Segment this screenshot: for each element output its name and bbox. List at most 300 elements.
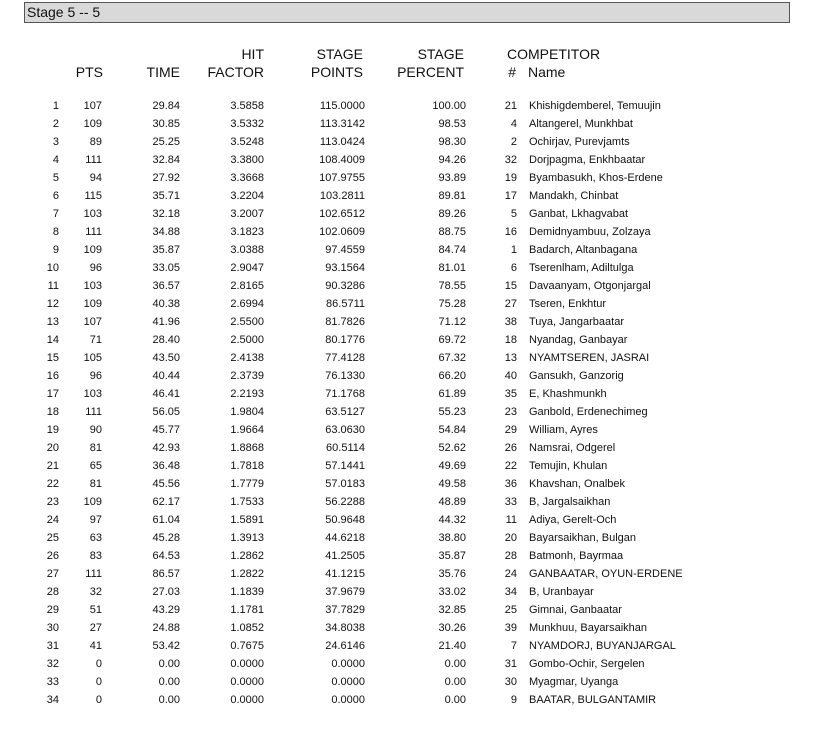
points-cell: 81 — [89, 478, 102, 490]
place-cell: 6 — [52, 190, 59, 202]
stage-percent-cell: 35.87 — [438, 550, 466, 562]
competitor-number-cell: 4 — [510, 118, 517, 130]
time-cell: 53.42 — [152, 640, 180, 652]
stage-percent-cell: 54.84 — [438, 424, 466, 436]
place-cell: 28 — [46, 586, 59, 598]
stage-points-cell: 24.6146 — [325, 640, 365, 652]
stage-points-cell: 0.0000 — [331, 694, 365, 706]
stage-points-cell: 113.0424 — [319, 136, 365, 148]
hit-factor-cell: 2.3739 — [230, 370, 264, 382]
competitor-name-cell: William, Ayres — [529, 424, 598, 436]
competitor-number-cell: 18 — [504, 334, 517, 346]
stage-points-cell: 102.0609 — [319, 226, 365, 238]
time-cell: 25.25 — [152, 136, 180, 148]
competitor-name-cell: Khishigdemberel, Temuujin — [529, 100, 661, 112]
place-cell: 18 — [46, 406, 59, 418]
table-row — [0, 691, 683, 709]
hit-factor-cell: 3.3800 — [230, 154, 264, 166]
table-row — [0, 205, 683, 223]
time-cell: 36.48 — [152, 460, 180, 472]
competitor-name-cell: Khavshan, Onalbek — [529, 478, 626, 490]
hit-factor-cell: 1.9664 — [230, 424, 264, 436]
table-row — [0, 565, 683, 583]
points-cell: 97 — [89, 514, 102, 526]
time-cell: 43.29 — [152, 604, 180, 616]
time-cell: 35.87 — [152, 244, 180, 256]
stage-points-cell: 77.4128 — [325, 352, 365, 364]
time-cell: 61.04 — [152, 514, 180, 526]
points-cell: 63 — [89, 532, 102, 544]
time-cell: 34.88 — [152, 226, 180, 238]
points-cell: 109 — [83, 298, 102, 310]
points-cell: 41 — [89, 640, 102, 652]
hit-factor-cell: 2.5500 — [230, 316, 264, 328]
place-cell: 34 — [46, 694, 59, 706]
time-cell: 43.50 — [152, 352, 180, 364]
stage-points-cell: 50.9648 — [325, 514, 365, 526]
time-cell: 45.28 — [152, 532, 180, 544]
competitor-name-cell: NYAMDORJ, BUYANJARGAL — [529, 640, 676, 652]
time-cell: 40.38 — [152, 298, 180, 310]
competitor-name-cell: Davaanyam, Otgonjargal — [529, 280, 651, 292]
points-cell: 0 — [95, 676, 102, 688]
points-cell: 96 — [89, 262, 102, 274]
place-cell: 7 — [52, 208, 59, 220]
points-cell: 103 — [83, 388, 102, 400]
table-row — [0, 511, 683, 529]
header-number: # — [508, 64, 516, 80]
place-cell: 31 — [46, 640, 59, 652]
time-cell: 28.40 — [152, 334, 180, 346]
competitor-number-cell: 29 — [504, 424, 517, 436]
stage-percent-cell: 32.85 — [438, 604, 466, 616]
stage-points-cell: 80.1776 — [325, 334, 365, 346]
table-row — [0, 673, 683, 691]
competitor-number-cell: 19 — [504, 172, 517, 184]
time-cell: 41.96 — [152, 316, 180, 328]
hit-factor-cell: 0.0000 — [230, 676, 264, 688]
stage-points-cell: 108.4009 — [319, 154, 365, 166]
place-cell: 15 — [46, 352, 59, 364]
stage-points-cell: 63.5127 — [325, 406, 365, 418]
competitor-number-cell: 31 — [504, 658, 517, 670]
stage-percent-cell: 66.20 — [438, 370, 466, 382]
stage-percent-cell: 61.89 — [438, 388, 466, 400]
competitor-name-cell: Adiya, Gerelt-Och — [529, 514, 617, 526]
competitor-name-cell: Gombo-Ochir, Sergelen — [529, 658, 645, 670]
stage-percent-cell: 98.53 — [438, 118, 466, 130]
table-row — [0, 169, 683, 187]
table-row — [0, 529, 683, 547]
table-row — [0, 331, 683, 349]
place-cell: 25 — [46, 532, 59, 544]
stage-percent-cell: 33.02 — [438, 586, 466, 598]
table-row — [0, 475, 683, 493]
competitor-name-cell: Gimnai, Ganbaatar — [529, 604, 622, 616]
competitor-name-cell: Badarch, Altanbagana — [529, 244, 638, 256]
place-cell: 11 — [47, 280, 59, 292]
table-row — [0, 151, 683, 169]
competitor-name-cell: Ganbold, Erdenechimeg — [529, 406, 648, 418]
place-cell: 13 — [46, 316, 59, 328]
hit-factor-cell: 0.0000 — [230, 658, 264, 670]
competitor-number-cell: 20 — [504, 532, 517, 544]
competitor-name-cell: Demidnyambuu, Zolzaya — [529, 226, 651, 238]
stage-percent-cell: 21.40 — [438, 640, 466, 652]
place-cell: 9 — [52, 244, 59, 256]
table-row — [0, 97, 683, 115]
competitor-name-cell: Byambasukh, Khos-Erdene — [529, 172, 663, 184]
competitor-number-cell: 16 — [504, 226, 517, 238]
time-cell: 40.44 — [152, 370, 180, 382]
header-stage-points-line1: STAGE — [316, 46, 363, 62]
hit-factor-cell: 2.5000 — [230, 334, 264, 346]
stage-points-cell: 115.0000 — [319, 100, 365, 112]
hit-factor-cell: 2.2193 — [230, 388, 264, 400]
time-cell: 46.41 — [152, 388, 180, 400]
table-row — [0, 187, 683, 205]
stage-points-cell: 86.5711 — [326, 298, 365, 310]
competitor-number-cell: 24 — [504, 568, 517, 580]
table-row — [0, 637, 683, 655]
points-cell: 109 — [83, 118, 102, 130]
competitor-name-cell: B, Jargalsaikhan — [529, 496, 611, 508]
time-cell: 35.71 — [152, 190, 180, 202]
stage-points-cell: 57.1441 — [325, 460, 365, 472]
stage-percent-cell: 94.26 — [438, 154, 466, 166]
time-cell: 45.56 — [152, 478, 180, 490]
competitor-name-cell: Munkhuu, Bayarsaikhan — [529, 622, 648, 634]
competitor-name-cell: Batmonh, Bayrmaa — [529, 550, 624, 562]
points-cell: 107 — [83, 316, 102, 328]
stage-points-cell: 76.1330 — [325, 370, 365, 382]
competitor-name-cell: Temujin, Khulan — [529, 460, 608, 472]
hit-factor-cell: 1.7818 — [230, 460, 264, 472]
points-cell: 0 — [95, 694, 102, 706]
stage-percent-cell: 44.32 — [438, 514, 466, 526]
hit-factor-cell: 0.0000 — [230, 694, 264, 706]
place-cell: 8 — [52, 226, 59, 238]
hit-factor-cell: 1.5891 — [230, 514, 264, 526]
competitor-number-cell: 22 — [504, 460, 517, 472]
place-cell: 16 — [46, 370, 59, 382]
competitor-number-cell: 17 — [504, 190, 517, 202]
time-cell: 30.85 — [152, 118, 180, 130]
points-cell: 32 — [89, 586, 102, 598]
hit-factor-cell: 2.4138 — [230, 352, 264, 364]
stage-percent-cell: 38.80 — [438, 532, 466, 544]
stage-points-cell: 107.9755 — [319, 172, 365, 184]
stage-percent-cell: 100.00 — [432, 100, 466, 112]
points-cell: 103 — [83, 280, 102, 292]
hit-factor-cell: 1.3913 — [230, 532, 264, 544]
time-cell: 0.00 — [158, 676, 180, 688]
table-row — [0, 259, 683, 277]
place-cell: 23 — [46, 496, 59, 508]
header-competitor: COMPETITOR — [507, 46, 601, 62]
stage-points-cell: 90.3286 — [325, 280, 365, 292]
competitor-number-cell: 34 — [504, 586, 517, 598]
points-cell: 107 — [83, 100, 102, 112]
competitor-number-cell: 32 — [504, 154, 517, 166]
place-cell: 21 — [46, 460, 59, 472]
place-cell: 4 — [52, 154, 59, 166]
time-cell: 86.57 — [152, 568, 180, 580]
competitor-number-cell: 38 — [504, 316, 517, 328]
hit-factor-cell: 1.2822 — [230, 568, 264, 580]
competitor-number-cell: 28 — [504, 550, 517, 562]
header-pts: PTS — [75, 64, 103, 80]
points-cell: 115 — [84, 190, 102, 202]
competitor-name-cell: Altangerel, Munkhbat — [529, 118, 633, 130]
stage-points-cell: 41.2505 — [325, 550, 365, 562]
stage-percent-cell: 48.89 — [438, 496, 466, 508]
stage-points-cell: 71.1768 — [325, 388, 365, 400]
header-stage-points-line2: POINTS — [310, 64, 363, 80]
stage-percent-cell: 88.75 — [438, 226, 466, 238]
competitor-name-cell: Mandakh, Chinbat — [529, 190, 619, 202]
stage-title: Stage 5 -- 5 — [27, 4, 101, 20]
hit-factor-cell: 3.5248 — [230, 136, 264, 148]
hit-factor-cell: 3.0388 — [230, 244, 264, 256]
place-cell: 10 — [46, 262, 59, 274]
competitor-number-cell: 5 — [510, 208, 517, 220]
hit-factor-cell: 1.8868 — [230, 442, 264, 454]
table-row — [0, 439, 683, 457]
competitor-number-cell: 25 — [504, 604, 517, 616]
time-cell: 36.57 — [152, 280, 180, 292]
table-row — [0, 493, 683, 511]
place-cell: 3 — [52, 136, 59, 148]
stage-points-cell: 93.1564 — [325, 262, 365, 274]
stage-points-cell: 37.9679 — [325, 586, 365, 598]
stage-points-cell: 60.5114 — [326, 442, 365, 454]
competitor-number-cell: 40 — [504, 370, 517, 382]
hit-factor-cell: 0.7675 — [230, 640, 264, 652]
competitor-name-cell: B, Uranbayar — [529, 586, 594, 598]
hit-factor-cell: 3.2204 — [230, 190, 264, 202]
competitor-name-cell: BAATAR, BULGANTAMIR — [529, 694, 657, 706]
table-row — [0, 655, 683, 673]
stage-percent-cell: 89.26 — [438, 208, 466, 220]
competitor-number-cell: 30 — [504, 676, 517, 688]
competitor-number-cell: 26 — [504, 442, 517, 454]
time-cell: 24.88 — [152, 622, 180, 634]
competitor-number-cell: 2 — [510, 136, 517, 148]
place-cell: 12 — [46, 298, 59, 310]
time-cell: 33.05 — [152, 262, 180, 274]
competitor-number-cell: 7 — [510, 640, 517, 652]
stage-percent-cell: 55.23 — [438, 406, 466, 418]
stage-percent-cell: 78.55 — [438, 280, 466, 292]
points-cell: 111 — [85, 406, 102, 418]
table-row — [0, 403, 683, 421]
competitor-name-cell: E, Khashmunkh — [529, 388, 607, 400]
competitor-number-cell: 39 — [504, 622, 517, 634]
hit-factor-cell: 2.8165 — [230, 280, 264, 292]
table-row — [0, 457, 683, 475]
points-cell: 111 — [85, 226, 102, 238]
stage-percent-cell: 71.12 — [438, 316, 466, 328]
place-cell: 24 — [46, 514, 59, 526]
stage-percent-cell: 52.62 — [438, 442, 466, 454]
competitor-name-cell: Ochirjav, Purevjamts — [529, 136, 630, 148]
time-cell: 0.00 — [158, 694, 180, 706]
stage-percent-cell: 35.76 — [438, 568, 466, 580]
competitor-name-cell: Dorjpagma, Enkhbaatar — [529, 154, 646, 166]
hit-factor-cell: 1.7533 — [230, 496, 264, 508]
stage-points-cell: 63.0630 — [325, 424, 365, 436]
stage-title-bar — [24, 2, 790, 23]
stage-points-cell: 0.0000 — [331, 658, 365, 670]
competitor-number-cell: 6 — [510, 262, 517, 274]
stage-percent-cell: 98.30 — [438, 136, 466, 148]
points-cell: 105 — [83, 352, 102, 364]
table-row — [0, 313, 683, 331]
hit-factor-cell: 1.1839 — [230, 586, 264, 598]
competitor-name-cell: NYAMTSEREN, JASRAI — [529, 352, 650, 364]
stage-percent-cell: 93.89 — [438, 172, 466, 184]
points-cell: 83 — [89, 550, 102, 562]
stage-points-cell: 113.3142 — [319, 118, 365, 130]
stage-percent-cell: 75.28 — [438, 298, 466, 310]
stage-points-cell: 0.0000 — [331, 676, 365, 688]
time-cell: 45.77 — [152, 424, 180, 436]
header-stage-percent-line2: PERCENT — [397, 64, 464, 80]
points-cell: 111 — [85, 154, 102, 166]
competitor-name-cell: Myagmar, Uyanga — [529, 676, 619, 688]
stage-percent-cell: 81.01 — [438, 262, 466, 274]
table-row — [0, 241, 683, 259]
header-stage-percent-line1: STAGE — [417, 46, 464, 62]
header-time: TIME — [146, 64, 180, 80]
table-row — [0, 385, 683, 403]
place-cell: 2 — [52, 118, 59, 130]
stage-points-cell: 57.0183 — [325, 478, 365, 490]
results-body — [0, 97, 683, 709]
stage-points-cell: 44.6218 — [325, 532, 365, 544]
stage-percent-cell: 0.00 — [444, 694, 466, 706]
place-cell: 29 — [46, 604, 59, 616]
hit-factor-cell: 3.5858 — [230, 100, 264, 112]
table-row — [0, 115, 683, 133]
table-row — [0, 547, 683, 565]
stage-percent-cell: 30.26 — [438, 622, 466, 634]
competitor-number-cell: 13 — [504, 352, 517, 364]
stage-points-cell: 41.1215 — [325, 568, 365, 580]
place-cell: 20 — [46, 442, 59, 454]
header-factor: FACTOR — [207, 64, 264, 80]
place-cell: 17 — [46, 388, 59, 400]
time-cell: 29.84 — [152, 100, 180, 112]
stage-percent-cell: 67.32 — [438, 352, 466, 364]
hit-factor-cell: 2.9047 — [230, 262, 264, 274]
competitor-name-cell: Namsrai, Odgerel — [529, 442, 616, 454]
stage-points-cell: 103.2811 — [319, 190, 365, 202]
place-cell: 19 — [46, 424, 59, 436]
place-cell: 32 — [46, 658, 59, 670]
competitor-number-cell: 27 — [504, 298, 517, 310]
stage-points-cell: 81.7826 — [325, 316, 365, 328]
competitor-name-cell: Tserenlham, Adiltulga — [529, 262, 634, 274]
hit-factor-cell: 3.3668 — [230, 172, 264, 184]
competitor-name-cell: Tseren, Enkhtur — [529, 298, 607, 310]
stage-percent-cell: 84.74 — [438, 244, 466, 256]
points-cell: 71 — [89, 334, 102, 346]
hit-factor-cell: 1.9804 — [230, 406, 264, 418]
place-cell: 33 — [46, 676, 59, 688]
competitor-number-cell: 33 — [504, 496, 517, 508]
points-cell: 51 — [89, 604, 102, 616]
points-cell: 111 — [85, 568, 102, 580]
table-row — [0, 619, 683, 637]
table-row — [0, 349, 683, 367]
competitor-number-cell: 35 — [504, 388, 517, 400]
header-hit: HIT — [241, 46, 264, 62]
competitor-name-cell: Tuya, Jangarbaatar — [529, 316, 624, 328]
header-name: Name — [528, 64, 566, 80]
table-row — [0, 583, 683, 601]
competitor-number-cell: 1 — [510, 244, 517, 256]
stage-points-cell: 97.4559 — [325, 244, 365, 256]
time-cell: 64.53 — [152, 550, 180, 562]
table-row — [0, 367, 683, 385]
time-cell: 27.03 — [152, 586, 180, 598]
points-cell: 109 — [83, 244, 102, 256]
stage-points-cell: 34.8038 — [325, 622, 365, 634]
competitor-number-cell: 9 — [510, 694, 517, 706]
table-row — [0, 421, 683, 439]
competitor-name-cell: Ganbat, Lkhagvabat — [529, 208, 629, 220]
table-row — [0, 223, 683, 241]
stage-points-cell: 37.7829 — [325, 604, 365, 616]
points-cell: 96 — [89, 370, 102, 382]
competitor-number-cell: 23 — [504, 406, 517, 418]
competitor-number-cell: 36 — [504, 478, 517, 490]
hit-factor-cell: 3.2007 — [230, 208, 264, 220]
stage-points-cell: 102.6512 — [319, 208, 365, 220]
stage-points-cell: 56.2288 — [325, 496, 365, 508]
table-row — [0, 277, 683, 295]
points-cell: 0 — [95, 658, 102, 670]
stage-percent-cell: 49.69 — [438, 460, 466, 472]
time-cell: 32.18 — [152, 208, 180, 220]
competitor-name-cell: Gansukh, Ganzorig — [529, 370, 624, 382]
competitor-name-cell: Nyandag, Ganbayar — [529, 334, 628, 346]
points-cell: 89 — [89, 136, 102, 148]
place-cell: 1 — [52, 100, 59, 112]
place-cell: 5 — [52, 172, 59, 184]
place-cell: 26 — [46, 550, 59, 562]
hit-factor-cell: 1.1781 — [230, 604, 264, 616]
points-cell: 94 — [89, 172, 102, 184]
competitor-number-cell: 15 — [504, 280, 517, 292]
hit-factor-cell: 1.7779 — [230, 478, 264, 490]
place-cell: 22 — [46, 478, 59, 490]
table-row — [0, 133, 683, 151]
stage-percent-cell: 69.72 — [438, 334, 466, 346]
competitor-number-cell: 11 — [505, 514, 517, 526]
hit-factor-cell: 1.2862 — [230, 550, 264, 562]
points-cell: 81 — [89, 442, 102, 454]
place-cell: 27 — [46, 568, 59, 580]
stage-percent-cell: 0.00 — [444, 676, 466, 688]
time-cell: 56.05 — [152, 406, 180, 418]
stage-percent-cell: 89.81 — [438, 190, 466, 202]
place-cell: 30 — [46, 622, 59, 634]
hit-factor-cell: 3.5332 — [230, 118, 264, 130]
time-cell: 32.84 — [152, 154, 180, 166]
